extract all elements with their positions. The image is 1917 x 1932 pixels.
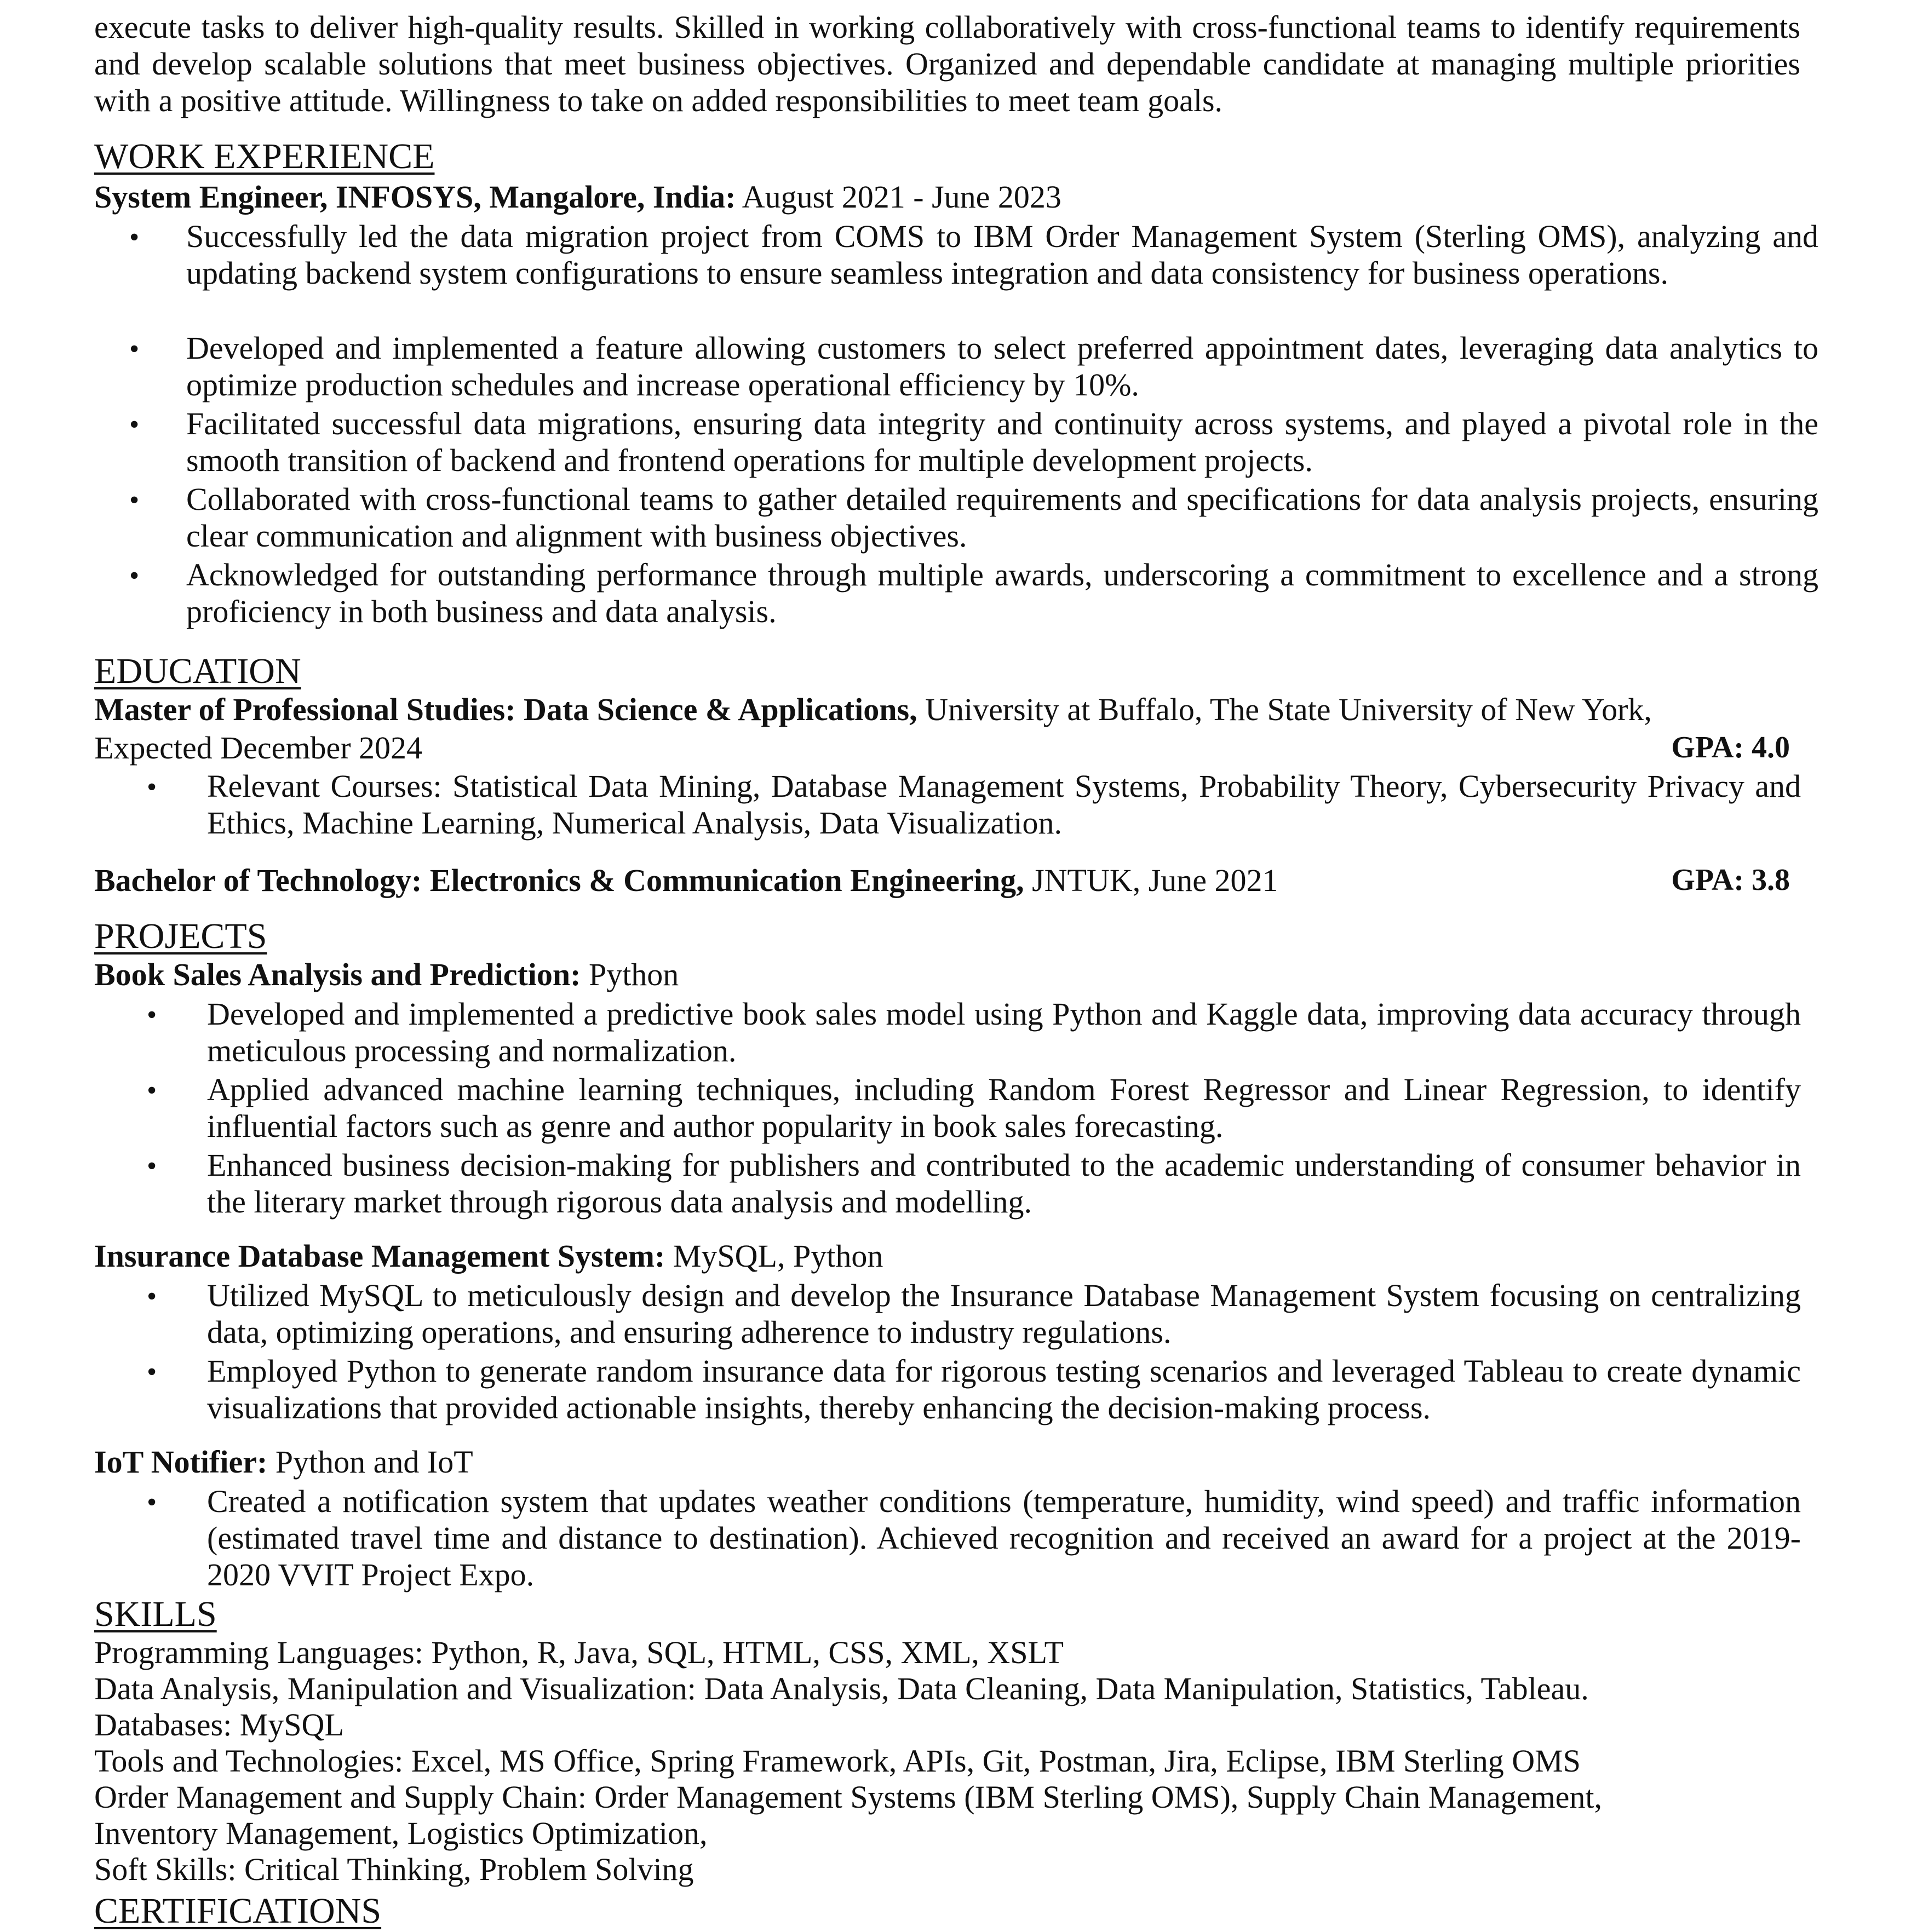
- project-3-header: [94, 1444, 473, 1480]
- project-bullet-dot: •: [147, 999, 157, 1031]
- job-title: System Engineer, INFOSYS, Mangalore, India:: [94, 179, 736, 215]
- skills-line: Programming Languages: Python, R, Java, SQL, HTML, CSS, XML, XSLT: [94, 1635, 1064, 1670]
- project-bullet-dot: •: [147, 1151, 157, 1182]
- work-bullet-dot: •: [129, 560, 140, 591]
- job-dates: August 2021 - June 2023: [742, 179, 1061, 215]
- work-bullet-item: Successfully led the data migration project from COMS to IBM Order Management System (Sterling OMS), analyzing and updating backend system configurations to ensure seamless integration and data consistency for business operations.: [186, 219, 1818, 291]
- project-2-header: [94, 1238, 883, 1274]
- skills-line: Data Analysis, Manipulation and Visualization: Data Analysis, Data Cleaning, Data Manipulation, Statistics, Tableau.: [94, 1671, 1589, 1706]
- skills-line: Tools and Technologies: Excel, MS Office, Spring Framework, APIs, Git, Postman, Jira, Eclipse, IBM Sterling OMS: [94, 1743, 1581, 1779]
- course-bullet-dot: •: [147, 772, 157, 803]
- project-1-header: [94, 956, 679, 993]
- masters-gpa: GPA: 4.0: [1671, 731, 1790, 764]
- project-bullet-dot: •: [147, 1356, 157, 1388]
- project-bullet-dot: •: [147, 1075, 157, 1106]
- project-3-title: IoT Notifier:: [94, 1444, 268, 1480]
- projects-heading: PROJECTS: [94, 916, 267, 956]
- education-heading: EDUCATION: [94, 651, 301, 691]
- skills-line: Inventory Management, Logistics Optimization,: [94, 1815, 708, 1851]
- project-1-tech: Python: [588, 957, 679, 992]
- project-1-bullet: Developed and implemented a predictive book sales model using Python and Kaggle data, improving data accuracy through meticulous processing and normalization.: [207, 996, 1801, 1068]
- project-bullet-dot: •: [147, 1281, 157, 1312]
- project-3-tech: Python and IoT: [275, 1444, 473, 1480]
- project-2-title: Insurance Database Management System:: [94, 1238, 665, 1274]
- masters-date: Expected December 2024: [94, 730, 423, 766]
- work-bullet-item: Developed and implemented a feature allowing customers to select preferred appointment dates, leveraging data analytics to optimize production schedules and increase operational efficiency by 10%.: [186, 330, 1818, 403]
- bachelors-line: [94, 862, 1278, 899]
- project-3-bullet: Created a notification system that updates weather conditions (temperature, humidity, wind speed) and traffic information (estimated travel time and distance to destination). Achieved recognition and received an award for a project at the 2019-2020 VVIT Project Expo.: [207, 1484, 1801, 1592]
- work-bullet-item: Acknowledged for outstanding performance through multiple awards, underscoring a commitment to excellence and a strong proficiency in both business and data analysis.: [186, 557, 1818, 629]
- project-2-bullet: Employed Python to generate random insurance data for rigorous testing scenarios and leveraged Tableau to create dynamic visualizations that provided actionable insights, thereby enhancing the decision-making process.: [207, 1353, 1801, 1425]
- work-bullet-item: Collaborated with cross-functional teams to gather detailed requirements and specifications for data analysis projects, ensuring clear communication and alignment with business objectives.: [186, 481, 1818, 554]
- skills-line: Soft Skills: Critical Thinking, Problem Solving: [94, 1852, 694, 1887]
- job-header: [94, 179, 1061, 215]
- work-bullet-dot: •: [129, 409, 140, 440]
- bachelors-degree: Bachelor of Technology: Electronics & Communication Engineering,: [94, 863, 1024, 898]
- masters-school: University at Buffalo, The State University of New York,: [925, 692, 1652, 727]
- skills-heading: SKILLS: [94, 1594, 217, 1634]
- project-1-bullet: Applied advanced machine learning techniques, including Random Forest Regressor and Linear Regression, to identify influential factors such as genre and author popularity in book sales forecasting.: [207, 1072, 1801, 1144]
- masters-degree: Master of Professional Studies: Data Science & Applications,: [94, 692, 917, 727]
- work-bullet-dot: •: [129, 334, 140, 365]
- summary-paragraph: execute tasks to deliver high-quality results. Skilled in working collaboratively with cross-functional teams to identify requirements and develop scalable solutions that meet business objectives. Organized and dependable candidate at managing multiple priorities with a positive attitude. Willingness to take on added responsibilities to meet team goals.: [94, 9, 1800, 118]
- work-experience-heading: WORK EXPERIENCE: [94, 136, 435, 176]
- project-1-bullet: Enhanced business decision-making for publishers and contributed to the academic understanding of consumer behavior in the literary market through rigorous data analysis and modelling.: [207, 1147, 1801, 1220]
- skills-line: Databases: MySQL: [94, 1707, 344, 1743]
- project-bullet-dot: •: [147, 1487, 157, 1518]
- project-2-bullet: Utilized MySQL to meticulously design and develop the Insurance Database Management System focusing on centralizing data, optimizing operations, and ensuring adherence to industry regulations.: [207, 1278, 1801, 1350]
- skills-line: Order Management and Supply Chain: Order Management Systems (IBM Sterling OMS), Supply Chain Management,: [94, 1779, 1602, 1815]
- project-1-title: Book Sales Analysis and Prediction:: [94, 957, 581, 992]
- work-bullet-item: Facilitated successful data migrations, ensuring data integrity and continuity across systems, and played a pivotal role in the smooth transition of backend and frontend operations for multiple development projects.: [186, 406, 1818, 478]
- work-bullet-dot: •: [129, 485, 140, 516]
- certifications-heading: CERTIFICATIONS: [94, 1891, 382, 1931]
- project-2-tech: MySQL, Python: [673, 1238, 883, 1274]
- relevant-courses: Relevant Courses: Statistical Data Mining, Database Management Systems, Probability Theory, Cybersecurity Privacy and Ethics, Machine Learning, Numerical Analysis, Data Visualization.: [207, 768, 1801, 841]
- work-bullet-dot: •: [129, 222, 140, 253]
- bachelors-rest: JNTUK, June 2021: [1032, 863, 1278, 898]
- bachelors-gpa: GPA: 3.8: [1671, 863, 1790, 897]
- masters-line: [94, 691, 1800, 728]
